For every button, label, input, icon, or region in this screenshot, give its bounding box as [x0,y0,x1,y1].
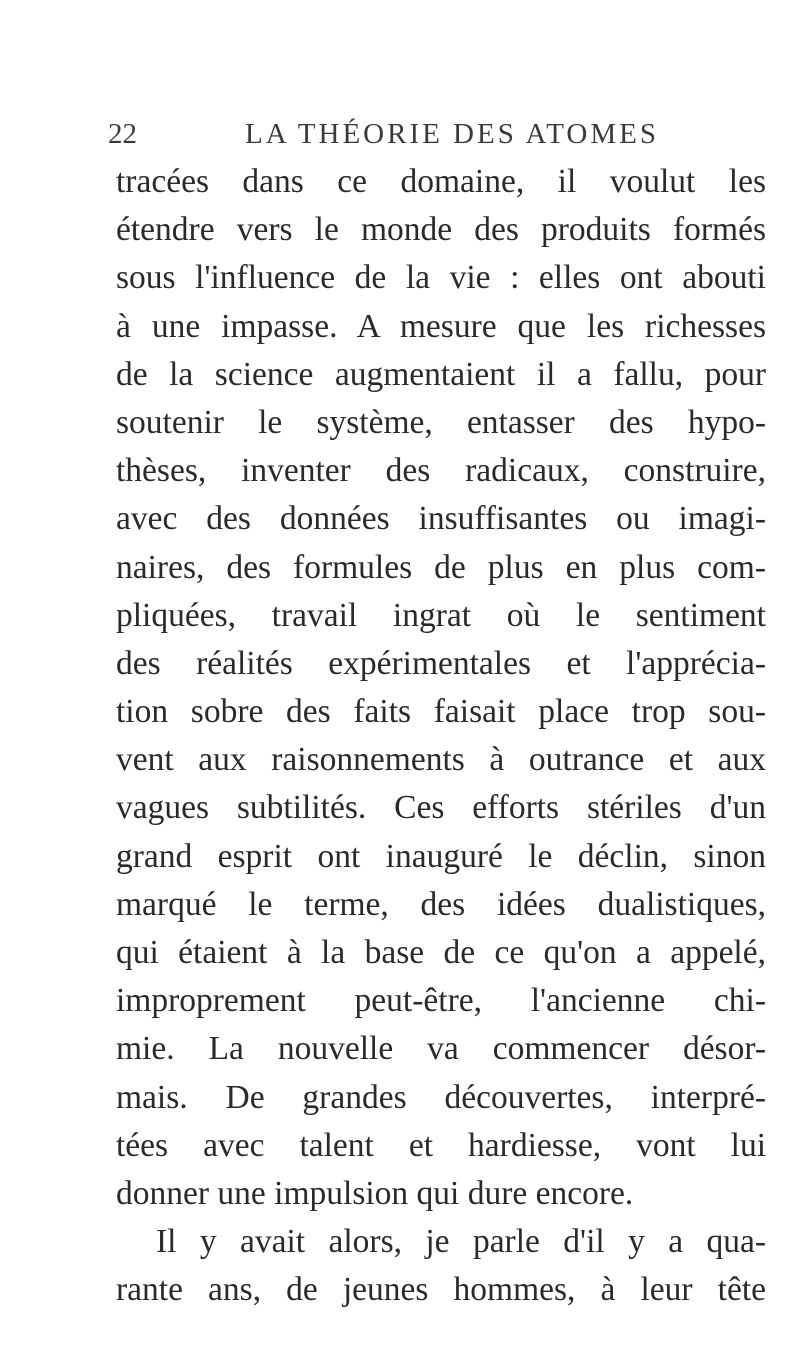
text-line: improprement peut-être, l'ancienne chi- [116,982,766,1020]
page-header [108,118,748,162]
text-line: vent aux raisonnements à outrance et aux [116,741,766,779]
text-line: grand esprit ont inauguré le déclin, sinon [116,837,766,875]
text-line: des réalités expérimentales et l'apprécia- [116,644,766,682]
text-line: pliquées, travail ingrat où le sentiment [116,596,766,634]
running-title: LA THÉORIE DES ATOMES [245,118,659,150]
text-line: qui étaient à la base de ce qu'on a appelé, [116,934,766,971]
text-line: à une impasse. A mesure que les richesses [116,307,766,345]
text-line: donner une impulsion qui dure encore. [116,1174,634,1212]
text-line: tion sobre des faits faisait place trop sou- [116,693,766,731]
text-line: sous l'influence de la vie : elles ont abouti [116,259,766,297]
text-line: Il y avait alors, je parle d'il y a qua- [156,1223,766,1261]
body-text [116,158,766,1315]
text-line: tracées dans ce domaine, il voulut les [116,163,766,200]
text-line: vagues subtilités. Ces efforts stériles d'un [116,789,766,827]
text-line: soutenir le système, entasser des hypo- [116,403,766,441]
text-line: tées avec talent et hardiesse, vont lui [116,1126,766,1164]
text-line: de la science augmentaient il a fallu, pour [116,355,766,393]
text-line: marqué le terme, des idées dualistiques, [116,885,766,923]
text-line: étendre vers le monde des produits formés [116,211,766,249]
text-line: rante ans, de jeunes hommes, à leur tête [116,1271,766,1309]
text-line: mie. La nouvelle va commencer désor- [116,1030,766,1068]
text-line: thèses, inventer des radicaux, construire, [116,452,766,490]
text-line: avec des données insuffisantes ou imagi- [116,500,766,538]
page-number: 22 [108,118,137,150]
text-line: mais. De grandes découvertes, interpré- [116,1078,766,1116]
text-line: naires, des formules de plus en plus com- [116,548,766,586]
